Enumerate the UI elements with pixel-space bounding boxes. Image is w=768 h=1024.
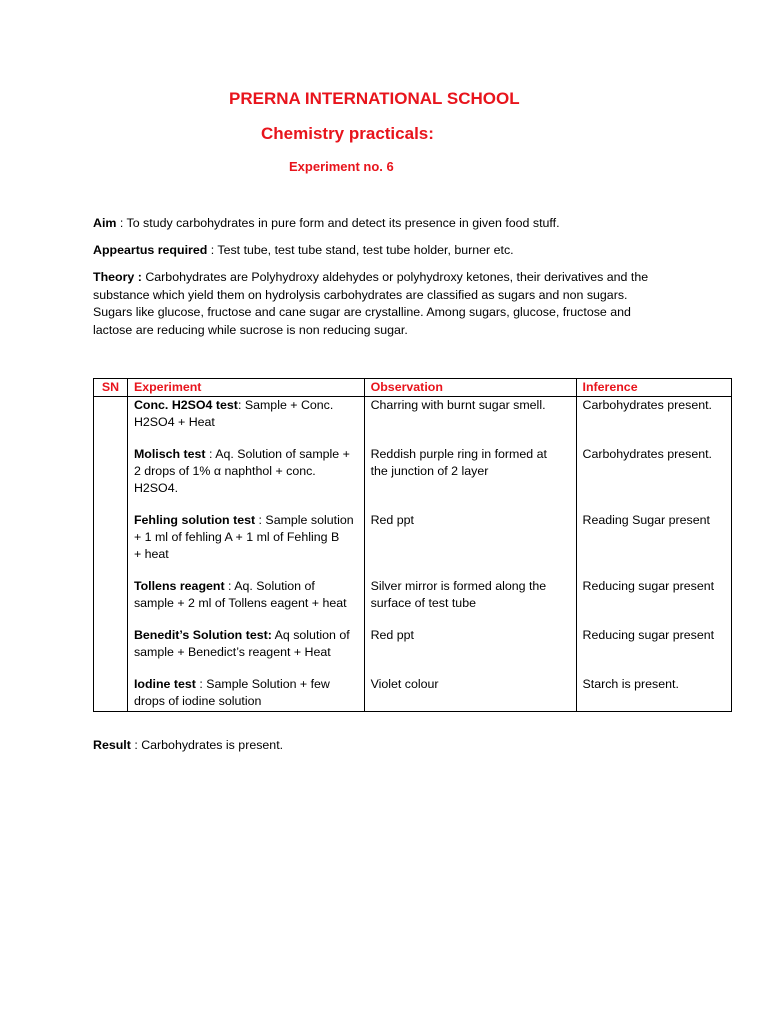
test-procedure: H2SO4 + Heat <box>133 415 215 429</box>
header-experiment: Experiment <box>127 379 364 397</box>
inference-text: Starch is present. <box>582 677 679 691</box>
result-paragraph <box>93 737 683 755</box>
experiment-cell <box>127 676 364 712</box>
aim-paragraph <box>93 215 683 233</box>
sn-cell <box>94 512 128 578</box>
observation-text: the junction of 2 layer <box>370 464 489 478</box>
test-procedure: 2 drops of 1% α naphthol + conc. <box>133 464 316 478</box>
observation-text: Red ppt <box>370 628 414 642</box>
aim-text: : To study carbohydrates in pure form and detect its presence in given food stuff. <box>116 216 560 230</box>
experiment-table <box>93 378 732 712</box>
observation-cell <box>364 627 576 676</box>
test-procedure: + 1 ml of fehling A + 1 ml of Fehling B <box>133 530 340 544</box>
theory-label: Theory : <box>93 270 142 284</box>
theory-line: Carbohydrates are Polyhydroxy aldehydes or polyhydroxy ketones, their derivatives and the <box>141 270 649 284</box>
aim-label: Aim <box>93 216 117 230</box>
result-label: Result <box>93 738 131 752</box>
inference-text: Carbohydrates present. <box>582 447 712 461</box>
table-row <box>94 397 732 447</box>
apparatus-label: Appeartus required <box>93 243 208 257</box>
inference-cell <box>576 397 732 447</box>
test-name: Iodine test <box>133 677 196 691</box>
inference-cell <box>576 512 732 578</box>
test-name: Molisch test <box>133 447 206 461</box>
test-name: Conc. H2SO4 test <box>133 398 238 412</box>
sn-cell <box>94 627 128 676</box>
inference-text: Carbohydrates present. <box>582 398 712 412</box>
table-row <box>94 627 732 676</box>
observation-text: Violet colour <box>370 677 439 691</box>
test-name: Fehling solution test <box>133 513 256 527</box>
inference-cell <box>576 676 732 712</box>
table-header-row <box>94 379 732 397</box>
theory-paragraph <box>93 269 683 339</box>
test-procedure: : Aq. Solution of <box>224 579 315 593</box>
observation-cell <box>364 512 576 578</box>
observation-cell <box>364 397 576 447</box>
test-procedure: : Sample solution <box>255 513 354 527</box>
apparatus-text: : Test tube, test tube stand, test tube holder, burner etc. <box>207 243 514 257</box>
inference-cell <box>576 578 732 627</box>
result-text: : Carbohydrates is present. <box>130 738 284 752</box>
test-procedure: H2SO4. <box>133 481 179 495</box>
experiment-number: Experiment no. 6 <box>289 159 394 174</box>
experiment-cell <box>127 512 364 578</box>
observation-cell <box>364 578 576 627</box>
observation-text: Red ppt <box>370 513 414 527</box>
theory-line: lactose are reducing while sucrose is non reducing sugar. <box>93 322 408 337</box>
observation-text: Reddish purple ring in formed at <box>370 447 547 461</box>
inference-text: Reading Sugar present <box>582 513 710 527</box>
observation-text: Silver mirror is formed along the <box>370 579 547 593</box>
table-row <box>94 512 732 578</box>
experiment-cell <box>127 397 364 447</box>
experiment-cell <box>127 446 364 512</box>
sn-cell <box>94 446 128 512</box>
observation-cell <box>364 446 576 512</box>
sn-cell <box>94 676 128 712</box>
test-name: Benedit’s Solution test: <box>133 628 272 642</box>
observation-text: Charring with burnt sugar smell. <box>370 398 546 412</box>
subject-title: Chemistry practicals: <box>261 124 434 143</box>
test-procedure: : Aq. Solution of sample + <box>205 447 350 461</box>
test-procedure: : Sample + Conc. <box>237 398 334 412</box>
inference-text: Reducing sugar present <box>582 628 715 642</box>
test-procedure: : Sample Solution + few <box>195 677 330 691</box>
header-sn: SN <box>94 379 128 397</box>
school-name: PRERNA INTERNATIONAL SCHOOL <box>229 89 520 108</box>
observation-text: surface of test tube <box>370 596 476 610</box>
theory-line: Sugars like glucose, fructose and cane sugar are crystalline. Among sugars, glucose, fructose and <box>93 305 631 319</box>
experiment-cell <box>127 578 364 627</box>
test-procedure: sample + Benedict’s reagent + Heat <box>133 645 331 659</box>
theory-line: substance which yield them on hydrolysis carbohydrates are classified as sugars and non sugars. <box>93 287 628 302</box>
inference-cell <box>576 627 732 676</box>
sn-cell <box>94 578 128 627</box>
test-procedure: + heat <box>133 547 169 561</box>
table-row <box>94 676 732 712</box>
table-row <box>94 446 732 512</box>
header-observation: Observation <box>364 379 576 397</box>
apparatus-paragraph <box>93 242 683 260</box>
observation-cell <box>364 676 576 712</box>
inference-cell <box>576 446 732 512</box>
test-procedure: drops of iodine solution <box>133 694 262 708</box>
test-name: Tollens reagent <box>133 579 225 593</box>
table-row <box>94 578 732 627</box>
test-procedure: Aq solution of <box>271 628 350 642</box>
header-inference: Inference <box>576 379 732 397</box>
test-procedure: sample + 2 ml of Tollens eagent + heat <box>133 596 347 610</box>
inference-text: Reducing sugar present <box>582 579 715 593</box>
experiment-cell <box>127 627 364 676</box>
sn-cell <box>94 397 128 447</box>
